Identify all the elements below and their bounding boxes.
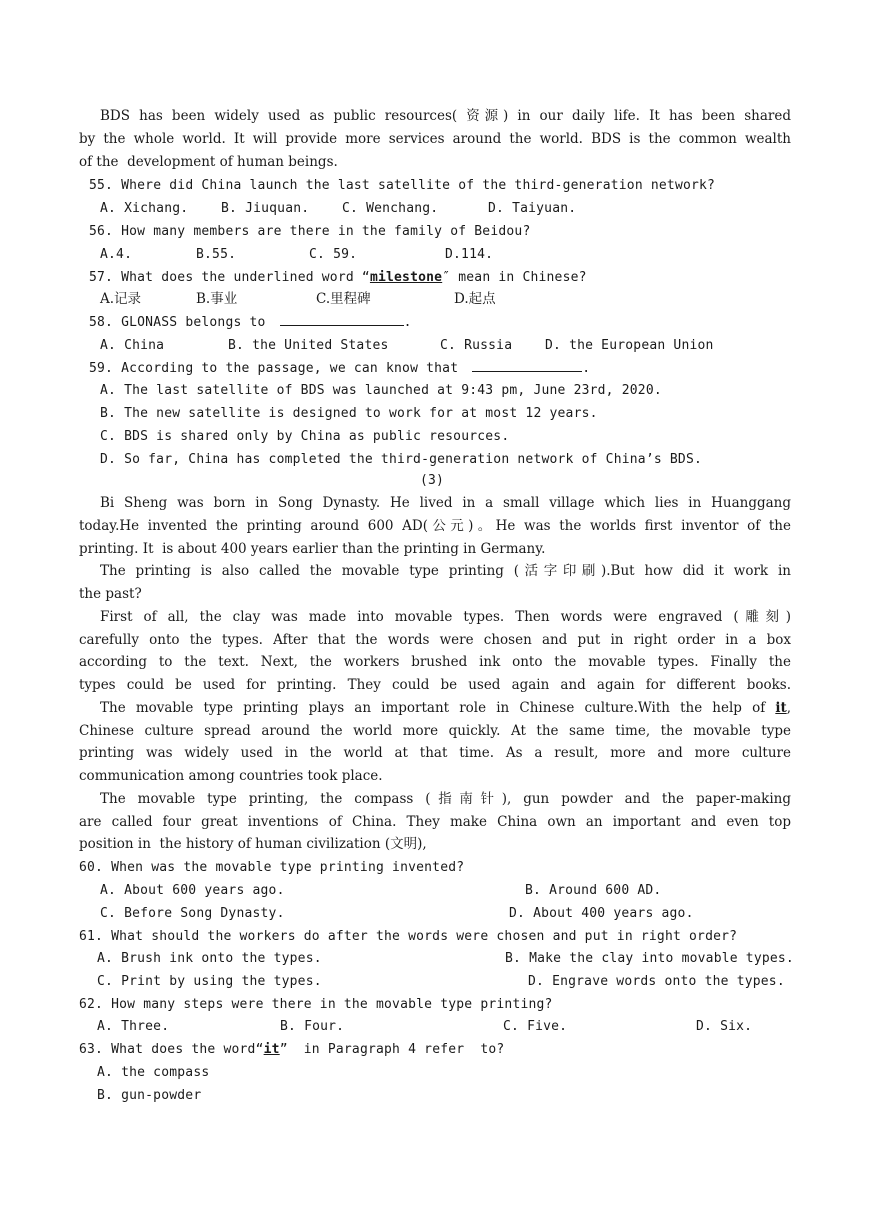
- option-b: B. Jiuquan.: [221, 201, 310, 216]
- option-c: C.里程碑: [316, 291, 371, 307]
- question-57-stem: [79, 266, 791, 289]
- stem-text: ” in Paragraph 4 refer to?: [279, 1042, 505, 1057]
- passage-line: printing. It is about 400 years earlier than the printing in Germany.: [79, 541, 546, 557]
- question-58-options: [79, 334, 791, 357]
- option-d: D. the European Union: [545, 338, 714, 353]
- passage-line: communication among countries took place.: [79, 768, 383, 784]
- question-57-options: [79, 288, 791, 311]
- option-c: C. Print by using the types.: [97, 974, 322, 989]
- passage-line: First of all, the clay was made into movable types. Then words were engraved (雕刻): [100, 609, 791, 625]
- question-61-options: [79, 970, 791, 993]
- question-61-stem: 61. What should the workers do after the words were chosen and put in right order?: [79, 929, 738, 944]
- underlined-word: milestone: [369, 270, 443, 285]
- passage-line: Bi Sheng was born in Song Dynasty. He lived in a small village which lies in Huanggang: [100, 495, 791, 511]
- option-b: B.事业: [196, 291, 238, 307]
- passage-line: [79, 697, 791, 720]
- passage-line: The movable type printing, the compass (指南针), gun powder and the paper-making: [100, 791, 791, 807]
- option-c: C. Russia: [440, 338, 513, 353]
- question-59-stem: [79, 357, 791, 380]
- option-a: A.4.: [100, 247, 133, 262]
- passage-line: today.He invented the printing around 600 AD(公元)。He was the worlds first inventor of the: [79, 518, 791, 534]
- option-b: B. Four.: [280, 1019, 345, 1034]
- question-56-options: [79, 243, 791, 266]
- passage-line: according to the text. Next, the workers brushed ink onto the movable types. Finally the: [79, 654, 791, 670]
- passage-text: ,: [786, 700, 791, 716]
- option-a: A.记录: [100, 291, 142, 307]
- stem-text: 58. GLONASS belongs to: [89, 315, 266, 330]
- question-62-options: [79, 1015, 791, 1038]
- option-b: B. the United States: [228, 338, 389, 353]
- option-c: C. Five.: [503, 1019, 568, 1034]
- option-d: D. Taiyuan.: [488, 201, 577, 216]
- question-60-options: [79, 902, 791, 925]
- stem-text: .: [582, 361, 591, 376]
- stem-text: ″ mean in Chinese?: [442, 270, 587, 285]
- option-c: C. BDS is shared only by China as public resources.: [100, 429, 510, 444]
- option-c: C. Before Song Dynasty.: [100, 906, 285, 921]
- stem-text: 57. What does the underlined word “: [89, 270, 370, 285]
- option-b: B.55.: [196, 247, 237, 262]
- question-61-options: [79, 947, 794, 970]
- question-56-stem: 56. How many members are there in the family of Beidou?: [89, 224, 531, 239]
- question-60-stem: 60. When was the movable type printing invented?: [79, 860, 465, 875]
- underlined-word: it: [263, 1042, 280, 1057]
- answer-blank: [280, 311, 404, 326]
- stem-text: 63. What does the word“: [79, 1042, 264, 1057]
- option-a: A. China: [100, 338, 165, 353]
- passage-line: the past?: [79, 586, 142, 602]
- section-label: (3): [420, 473, 445, 488]
- bds-passage-line: BDS has been widely used as public resources( 资源) in our daily life. It has been shared: [100, 108, 791, 124]
- option-d: D. So far, China has completed the third-generation network of China’s BDS.: [100, 452, 702, 467]
- option-b: B. Around 600 AD.: [525, 883, 662, 898]
- option-b: B. The new satellite is designed to work for at most 12 years.: [100, 406, 598, 421]
- option-c: C. 59.: [309, 247, 358, 262]
- question-55-options: [79, 197, 791, 220]
- option-a: A. the compass: [97, 1065, 210, 1080]
- question-60-options: [79, 879, 791, 902]
- option-d: D. About 400 years ago.: [509, 906, 694, 921]
- option-b: B. Make the clay into movable types.: [505, 951, 794, 966]
- passage-text: The movable type printing plays an important role in Chinese culture.With the help of: [100, 700, 776, 716]
- option-a: A. Brush ink onto the types.: [97, 951, 322, 966]
- option-d: D. Engrave words onto the types.: [528, 974, 785, 989]
- question-55-stem: 55. Where did China launch the last satellite of the third-generation network?: [89, 178, 716, 193]
- option-a: A. Three.: [97, 1019, 170, 1034]
- option-a: A. The last satellite of BDS was launched at 9:43 pm, June 23rd, 2020.: [100, 383, 662, 398]
- option-b: B. gun-powder: [97, 1088, 202, 1103]
- bds-passage-line: of the development of human beings.: [79, 154, 338, 170]
- stem-text: .: [403, 315, 412, 330]
- option-d: D.起点: [454, 291, 496, 307]
- option-a: A. About 600 years ago.: [100, 883, 285, 898]
- option-c: C. Wenchang.: [342, 201, 439, 216]
- passage-line: types could be used for printing. They could be used again and again for different books.: [79, 677, 791, 693]
- answer-blank: [472, 357, 582, 372]
- passage-line: Chinese culture spread around the world more quickly. At the same time, the movable type: [79, 723, 791, 739]
- underlined-word: it: [775, 700, 787, 716]
- bds-passage-line: by the whole world. It will provide more services around the world. BDS is the common wealth: [79, 131, 791, 147]
- question-63-stem: [79, 1038, 791, 1061]
- stem-text: 59. According to the passage, we can know that: [89, 361, 459, 376]
- option-d: D.114.: [445, 247, 494, 262]
- passage-line: position in the history of human civilization (文明),: [79, 836, 427, 852]
- question-62-stem: 62. How many steps were there in the movable type printing?: [79, 997, 553, 1012]
- question-58-stem: [79, 311, 791, 334]
- passage-line: carefully onto the types. After that the words were chosen and put in right order in a box: [79, 632, 791, 648]
- passage-line: The printing is also called the movable type printing (活字印刷).But how did it work in: [100, 563, 791, 579]
- passage-line: are called four great inventions of China. They make China own an important and even top: [79, 814, 791, 830]
- passage-line: printing was widely used in the world at that time. As a result, more and more culture: [79, 745, 791, 761]
- option-d: D. Six.: [696, 1019, 753, 1034]
- option-a: A. Xichang.: [100, 201, 189, 216]
